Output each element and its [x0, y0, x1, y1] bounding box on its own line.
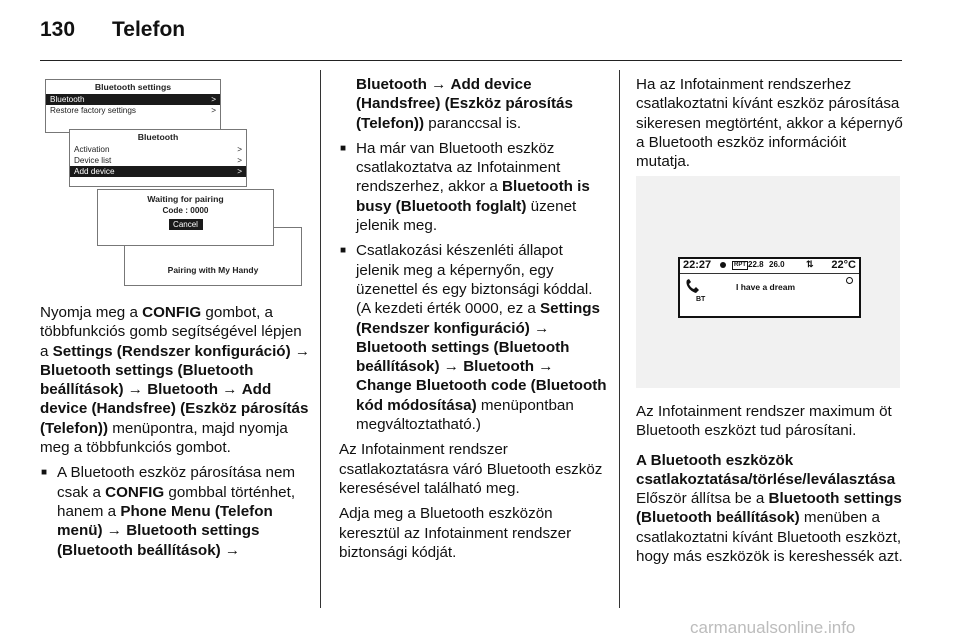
chevron-right-icon: > — [237, 145, 242, 154]
column-3-lower — [636, 402, 904, 572]
temp-right: 26.0 — [769, 260, 785, 269]
menu-item-device-list[interactable]: Device list > — [74, 156, 242, 165]
status-dot-icon — [846, 277, 853, 284]
chevron-right-icon: > — [237, 156, 242, 165]
bullet-item: ■ Ha már van Bluetooth eszköz csatlakoztatva az Infotainment rendszerhez, akkor a Bluetooth is busy (Bluetooth foglalt) üzenet jelenik meg. — [339, 139, 609, 235]
outside-temp: 22°C — [831, 259, 856, 271]
paragraph-continued: Bluetooth → Add device (Handsfree) (Eszköz párosítás (Telefon)) paranccsal is. — [356, 76, 573, 132]
screen-bluetooth — [69, 129, 247, 187]
paragraph: Ha az Infotainment rendszerhez csatlakoztatni kívánt eszköz párosítása sikeresen megtörtént, akkor a képernyő a Bluetooth eszköz információit mutatja. — [636, 76, 903, 171]
paragraph: Először állítsa be a Bluetooth settings (Bluetooth beállítások) menüben a csatlakoztatni kívánt Bluetooth eszközt, hogy más eszközök is kereshessék azt. — [636, 490, 903, 566]
paragraph: Az Infotainment rendszer csatlakoztatásra váró Bluetooth eszköz keresésével található meg. — [339, 441, 603, 497]
menu-item-bluetooth[interactable]: Bluetooth > — [46, 94, 220, 105]
column-2 — [339, 75, 609, 568]
bullet-item: ■ A Bluetooth eszköz párosítása nem csak a CONFIG gombbal történhet, hanem a Phone Menu (Telefon menü) → Bluetooth settings (Bluetooth beállítások) → — [40, 463, 312, 559]
cancel-button[interactable]: Cancel — [169, 219, 203, 230]
screen-waiting-pairing — [97, 189, 274, 246]
paragraph: Adja meg a Bluetooth eszközön keresztül az Infotainment rendszer biztonsági kódját. — [339, 505, 572, 561]
menu-item-restore[interactable]: Restore factory settings > — [50, 106, 216, 115]
screen-title: Bluetooth — [137, 132, 179, 142]
header-rule — [40, 60, 902, 61]
temp-left: 22.8 — [748, 260, 764, 269]
page-header — [40, 18, 185, 42]
bluetooth-menu-figure — [40, 75, 304, 297]
column-3 — [636, 75, 904, 177]
chevron-right-icon: > — [211, 95, 216, 104]
screen-title: Bluetooth settings — [94, 82, 172, 92]
rds-badge: RPT — [734, 262, 746, 268]
page-number: 130 — [40, 18, 76, 41]
pairing-title: Pairing with My Handy — [167, 265, 259, 275]
watermark: carmanualsonline.info — [690, 618, 856, 637]
menu-item-activation[interactable]: Activation > — [74, 145, 242, 154]
waiting-title: Waiting for pairing — [147, 194, 224, 204]
paragraph: Az Infotainment rendszer maximum öt Bluetooth eszközt tud párosítani. — [636, 403, 892, 440]
pairing-code: Code : 0000 — [162, 206, 209, 215]
gear-icon — [720, 262, 726, 268]
status-bar — [680, 259, 859, 274]
display-screen — [678, 257, 861, 318]
phone-name: I have a dream — [736, 282, 796, 292]
page-title: Telefon — [112, 18, 186, 41]
menu-item-add-device[interactable]: Add device > — [70, 166, 246, 177]
infotainment-display-figure — [636, 176, 900, 388]
chevron-right-icon: > — [237, 167, 242, 176]
column-divider-1 — [320, 70, 321, 608]
paragraph: Nyomja meg a CONFIG gombot, a többfunkciós gomb segítségével lépjen a Settings (Rendszer konfiguráció) → Bluetooth settings (Bluetooth beállítások) → Bluetooth → Add device (Handsfree) (Eszköz párosítás (Telefon)) menüpontra, majd nyomja meg a többfunkciós gombot. — [40, 304, 311, 457]
column-divider-2 — [619, 70, 620, 608]
section-heading: A Bluetooth eszközök csatlakoztatása/törlése/leválasztása — [636, 451, 896, 488]
screen-bluetooth-settings — [45, 79, 221, 133]
clock: 22:27 — [683, 259, 712, 271]
fan-icon: ⇅ — [806, 259, 814, 269]
bt-label: BT — [696, 296, 706, 303]
phone-icon — [684, 278, 702, 294]
chevron-right-icon: > — [211, 106, 216, 115]
bullet-item: ■ Csatlakozási készenléti állapot jelenik meg a képernyőn, egy üzenettel és egy biztonsági kóddal. (A kezdeti érték 0000, ez a Settings (Rendszer konfiguráció) → Bluetooth settings (Bluetooth beállítások) → Bluetooth → Change Bluetooth code (Bluetooth kód módosítása) menüpontban megváltoztatható.) — [339, 241, 609, 434]
column-1 — [40, 303, 312, 566]
